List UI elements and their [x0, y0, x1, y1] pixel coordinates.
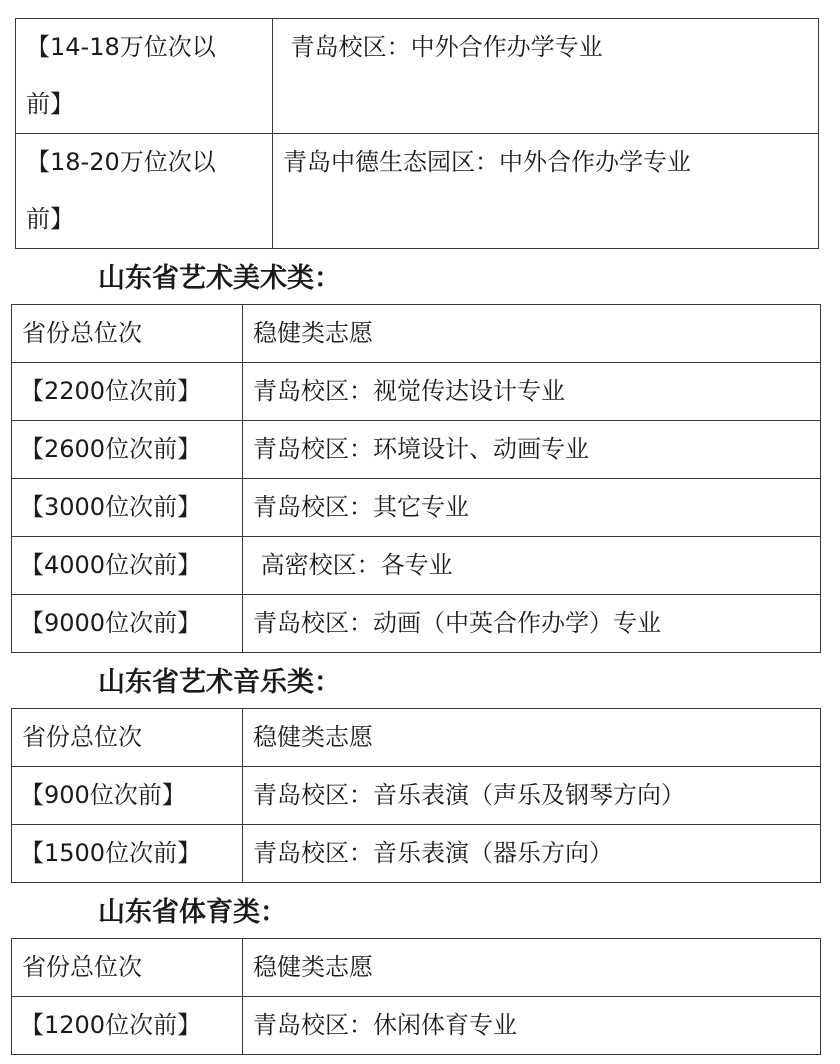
rank-cell: 【1200位次前】 [12, 997, 243, 1055]
choice-cell: 青岛校区：视觉传达设计专业 [243, 363, 821, 421]
table-header-row [12, 305, 821, 363]
rank-cell: 【1500位次前】 [12, 825, 243, 883]
choice-cell: 青岛校区：环境设计、动画专业 [243, 421, 821, 479]
rank-table-sports [11, 938, 821, 1055]
rank-cell: 【18-20万位次以前】 [16, 134, 273, 249]
section-heading-sports: 山东省体育类： [98, 897, 287, 928]
table-row [12, 363, 821, 421]
column-header-choice: 稳健类志愿 [243, 939, 821, 997]
table-row [12, 421, 821, 479]
table-header-row [12, 709, 821, 767]
rank-cell: 【4000位次前】 [12, 537, 243, 595]
rank-cell: 【900位次前】 [12, 767, 243, 825]
table-row [16, 134, 819, 249]
choice-cell: 青岛校区：休闲体育专业 [243, 997, 821, 1055]
section-heading-art: 山东省艺术美术类： [98, 263, 341, 294]
section-heading-music: 山东省艺术音乐类： [98, 667, 341, 698]
table-row [12, 479, 821, 537]
rank-table-art [11, 304, 821, 653]
table-row [12, 595, 821, 653]
rank-cell: 【2600位次前】 [12, 421, 243, 479]
rank-table-general [15, 18, 819, 249]
choice-cell: 高密校区：各专业 [243, 537, 821, 595]
choice-cell: 青岛校区：中外合作办学专业 [273, 19, 819, 134]
column-header-choice: 稳健类志愿 [243, 305, 821, 363]
column-header-choice: 稳健类志愿 [243, 709, 821, 767]
column-header-rank: 省份总位次 [12, 305, 243, 363]
choice-cell: 青岛中德生态园区：中外合作办学专业 [273, 134, 819, 249]
choice-cell: 青岛校区：音乐表演（声乐及钢琴方向） [243, 767, 821, 825]
table-row [12, 537, 821, 595]
choice-cell: 青岛校区：音乐表演（器乐方向） [243, 825, 821, 883]
table-row [12, 997, 821, 1055]
table-row [12, 767, 821, 825]
choice-cell: 青岛校区：动画（中英合作办学）专业 [243, 595, 821, 653]
table-row [12, 825, 821, 883]
rank-table-music [11, 708, 821, 883]
rank-cell: 【14-18万位次以前】 [16, 19, 273, 134]
column-header-rank: 省份总位次 [12, 709, 243, 767]
table-header-row [12, 939, 821, 997]
rank-cell: 【9000位次前】 [12, 595, 243, 653]
table-row [16, 19, 819, 134]
column-header-rank: 省份总位次 [12, 939, 243, 997]
rank-cell: 【2200位次前】 [12, 363, 243, 421]
rank-cell: 【3000位次前】 [12, 479, 243, 537]
choice-cell: 青岛校区：其它专业 [243, 479, 821, 537]
